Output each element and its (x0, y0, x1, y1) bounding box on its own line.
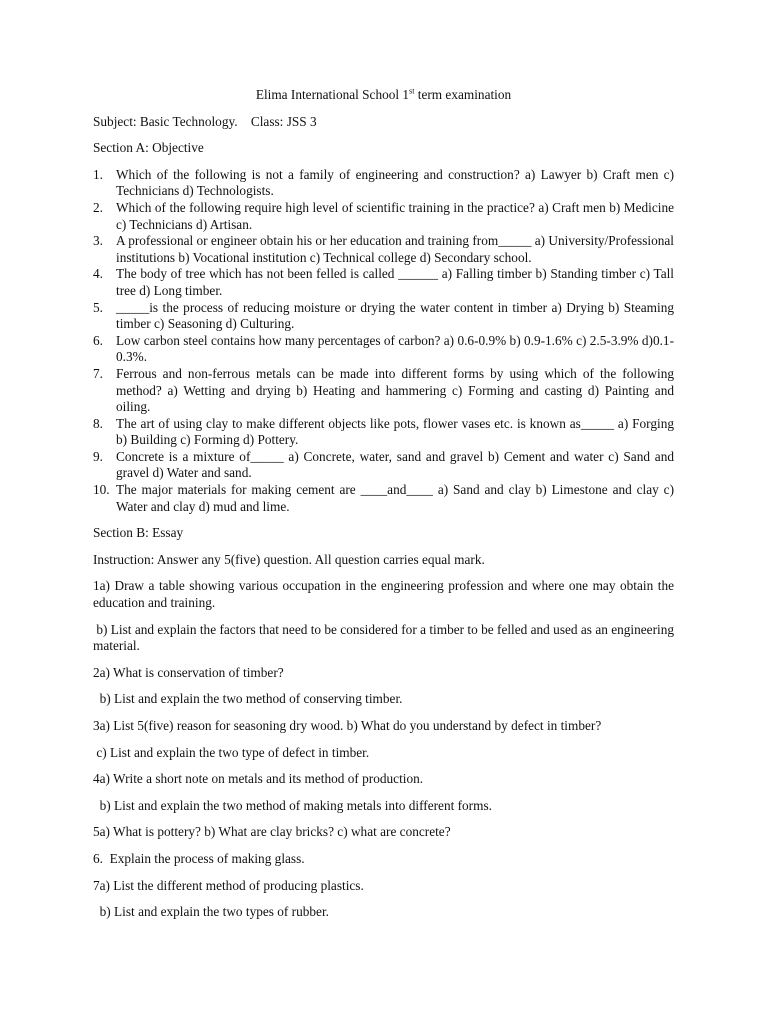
question-text: Ferrous and non-ferrous metals can be made into different forms by using which of the following method? a) Wetting and drying b) Heating and hammering c) Forming and casting d) Painting and oiling. (116, 365, 674, 415)
essay-question: 2a) What is conservation of timber? (93, 664, 284, 680)
question-number: 7. (93, 365, 103, 381)
question-number: 6. (93, 332, 103, 348)
question-text: Concrete is a mixture of_____ a) Concrete, water, sand and gravel b) Cement and water c) Sand and gravel d) Water and sand. (116, 448, 674, 481)
question-number: 3. (93, 233, 103, 249)
question-text: Which of the following require high level of scientific training in the practice? a) Craft men b) Medicine c) Technicians d) Artisan. (116, 199, 674, 232)
objective-question (93, 167, 674, 200)
question-text: _____is the process of reducing moisture or drying the water content in timber a) Drying b) Steaming timber c) Seasoning d) Culturing. (116, 299, 674, 332)
question-text: The art of using clay to make different objects like pots, flower vases etc. is known as_____ a) Forging b) Building c) Forming d) Pottery. (116, 415, 674, 448)
exam-title (93, 87, 674, 104)
essay-question: 3a) List 5(five) reason for seasoning dry wood. b) What do you understand by defect in timber? (93, 718, 602, 733)
objective-question (93, 333, 674, 366)
question-text: A professional or engineer obtain his or her education and training from_____ a) University/Professional institutions b) Vocational institution c) Technical college d) Secondary school. (116, 233, 674, 265)
essay-question: 7a) List the different method of producing plastics. (93, 877, 364, 893)
objective-question (93, 300, 674, 333)
question-number: 5. (93, 299, 103, 315)
essay-question: 5a) What is pottery? b) What are clay bricks? c) what are concrete? (93, 824, 451, 840)
objective-question (93, 416, 674, 449)
question-text: Which of the following is not a family of engineering and construction? a) Lawyer b) Craft men c) Technicians d) Technologists. (116, 166, 674, 199)
question-number: 9. (93, 448, 103, 464)
question-number: 4. (93, 266, 103, 282)
objective-question (93, 266, 674, 299)
essay-question: 1a) Draw a table showing various occupation in the engineering profession and where one may obtain the education and training. (93, 578, 678, 611)
objective-question (93, 366, 674, 416)
section-b-heading: Section B: Essay (93, 525, 184, 541)
question-text: The major materials for making cement are ____and____ a) Sand and clay b) Limestone and clay c) Water and clay d) mud and lime. (116, 482, 674, 514)
document-body (93, 86, 678, 931)
objective-questions (93, 167, 674, 515)
question-number: 10. (93, 482, 110, 498)
question-text: Low carbon steel contains how many percentages of carbon? a) 0.6-0.9% b) 0.9-1.6% c) 2.5-3.9% d)0.1-0.3%. (116, 332, 674, 365)
question-number: 1. (93, 166, 103, 182)
question-text: The body of tree which has not been felled is called ______ a) Falling timber b) Standing timber c) Tall tree d) Long timber. (116, 266, 674, 298)
subject-line: Subject: Basic Technology. Class: JSS 3 (93, 113, 317, 129)
essay-instruction: Instruction: Answer any 5(five) question. All question carries equal mark. (93, 551, 485, 567)
essay-question: 6. Explain the process of making glass. (93, 850, 305, 866)
title-suffix: term examination (414, 87, 512, 102)
essay-question: b) List and explain the two method of conserving timber. (93, 691, 403, 707)
essay-question: 4a) Write a short note on metals and its method of production. (93, 771, 424, 787)
essay-question: b) List and explain the factors that need to be considered for a timber to be felled and used as an engineering material. (93, 621, 678, 654)
objective-question (93, 482, 674, 515)
essay-question: b) List and explain the two method of making metals into different forms. (93, 797, 492, 813)
title-superscript: st (409, 86, 415, 96)
title-prefix: Elima International School 1 (255, 87, 410, 102)
objective-question (93, 449, 674, 482)
essay-question: c) List and explain the two type of defect in timber. (93, 744, 370, 760)
objective-question (93, 233, 674, 266)
essay-question: b) List and explain the two types of rubber. (93, 904, 329, 920)
question-number: 8. (93, 415, 103, 431)
section-a-heading: Section A: Objective (93, 140, 204, 156)
question-number: 2. (93, 199, 103, 215)
objective-question (93, 200, 674, 233)
